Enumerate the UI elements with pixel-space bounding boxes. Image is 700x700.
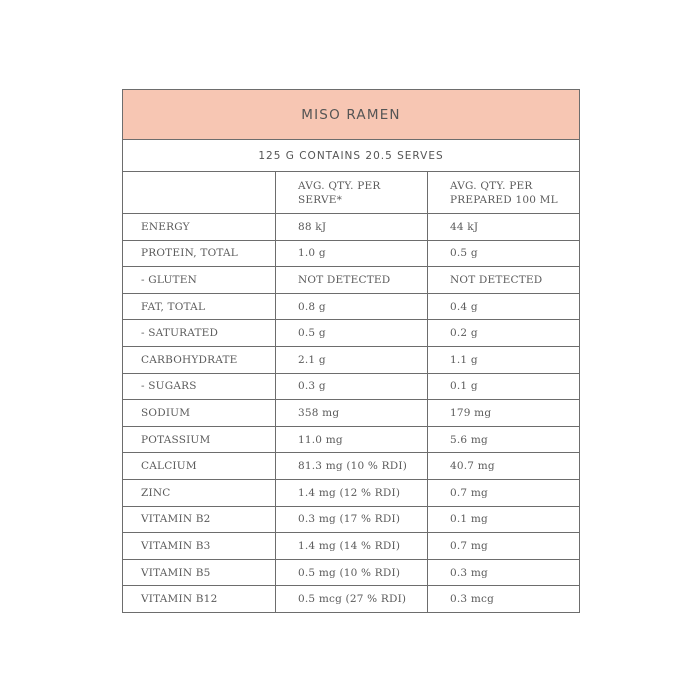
nutrient-name: PROTEIN, TOTAL — [123, 240, 276, 267]
nutrient-column-header — [123, 172, 276, 214]
table-row — [123, 453, 580, 480]
per-serve-value: 88 kJ — [276, 214, 428, 241]
per-serve-value: 0.5 mcg (27 % RDI) — [276, 586, 428, 613]
nutrient-name: ENERGY — [123, 214, 276, 241]
per-100ml-value: 0.4 g — [428, 293, 580, 320]
per-serve-value: 0.5 g — [276, 320, 428, 347]
per-100ml-value: 44 kJ — [428, 214, 580, 241]
nutrient-name: - SUGARS — [123, 373, 276, 400]
nutrient-name: VITAMIN B2 — [123, 506, 276, 533]
nutrient-name: POTASSIUM — [123, 426, 276, 453]
per-100ml-value: 40.7 mg — [428, 453, 580, 480]
table-row — [123, 506, 580, 533]
table-row — [123, 373, 580, 400]
per-100ml-value: 1.1 g — [428, 346, 580, 373]
per-serve-value: 1.0 g — [276, 240, 428, 267]
per-100ml-value: 0.3 mg — [428, 559, 580, 586]
table-row — [123, 559, 580, 586]
serves-info: 125 G CONTAINS 20.5 SERVES — [123, 140, 580, 172]
per-serve-value: 0.8 g — [276, 293, 428, 320]
per-serve-value: 358 mg — [276, 400, 428, 427]
nutrient-name: CALCIUM — [123, 453, 276, 480]
per-100ml-value: 0.5 g — [428, 240, 580, 267]
per-100ml-value: 0.1 mg — [428, 506, 580, 533]
table-row — [123, 240, 580, 267]
table-row — [123, 214, 580, 241]
table-row — [123, 533, 580, 560]
nutrient-rows — [123, 214, 580, 613]
per-100ml-value: 0.7 mg — [428, 533, 580, 560]
table-row — [123, 320, 580, 347]
nutrient-name: FAT, TOTAL — [123, 293, 276, 320]
per-serve-value: 0.5 mg (10 % RDI) — [276, 559, 428, 586]
per-serve-value: 1.4 mg (14 % RDI) — [276, 533, 428, 560]
nutrient-name: VITAMIN B3 — [123, 533, 276, 560]
per-100ml-column-header: AVG. QTY. PER PREPARED 100 ML — [428, 172, 580, 214]
per-100ml-value: 5.6 mg — [428, 426, 580, 453]
title-row — [123, 90, 580, 140]
table-row — [123, 267, 580, 294]
table-row — [123, 586, 580, 613]
per-serve-value: 0.3 g — [276, 373, 428, 400]
per-100ml-value: 179 mg — [428, 400, 580, 427]
nutrient-name: SODIUM — [123, 400, 276, 427]
nutrition-table — [122, 89, 580, 613]
per-serve-column-header: AVG. QTY. PER SERVE* — [276, 172, 428, 214]
table-row — [123, 346, 580, 373]
nutrient-name: ZINC — [123, 479, 276, 506]
per-serve-value: 2.1 g — [276, 346, 428, 373]
per-100ml-value: 0.3 mcg — [428, 586, 580, 613]
per-100ml-value: 0.7 mg — [428, 479, 580, 506]
nutrient-name: VITAMIN B5 — [123, 559, 276, 586]
table-row — [123, 400, 580, 427]
table-row — [123, 479, 580, 506]
column-header-row — [123, 172, 580, 214]
per-serve-value: NOT DETECTED — [276, 267, 428, 294]
per-serve-value: 0.3 mg (17 % RDI) — [276, 506, 428, 533]
nutrient-name: - GLUTEN — [123, 267, 276, 294]
per-serve-value: 11.0 mg — [276, 426, 428, 453]
per-serve-value: 1.4 mg (12 % RDI) — [276, 479, 428, 506]
per-100ml-value: NOT DETECTED — [428, 267, 580, 294]
per-100ml-value: 0.2 g — [428, 320, 580, 347]
table-row — [123, 293, 580, 320]
table-row — [123, 426, 580, 453]
nutrient-name: CARBOHYDRATE — [123, 346, 276, 373]
nutrient-name: VITAMIN B12 — [123, 586, 276, 613]
per-100ml-value: 0.1 g — [428, 373, 580, 400]
nutrient-name: - SATURATED — [123, 320, 276, 347]
serves-row — [123, 140, 580, 172]
product-title: MISO RAMEN — [123, 90, 580, 140]
per-serve-value: 81.3 mg (10 % RDI) — [276, 453, 428, 480]
